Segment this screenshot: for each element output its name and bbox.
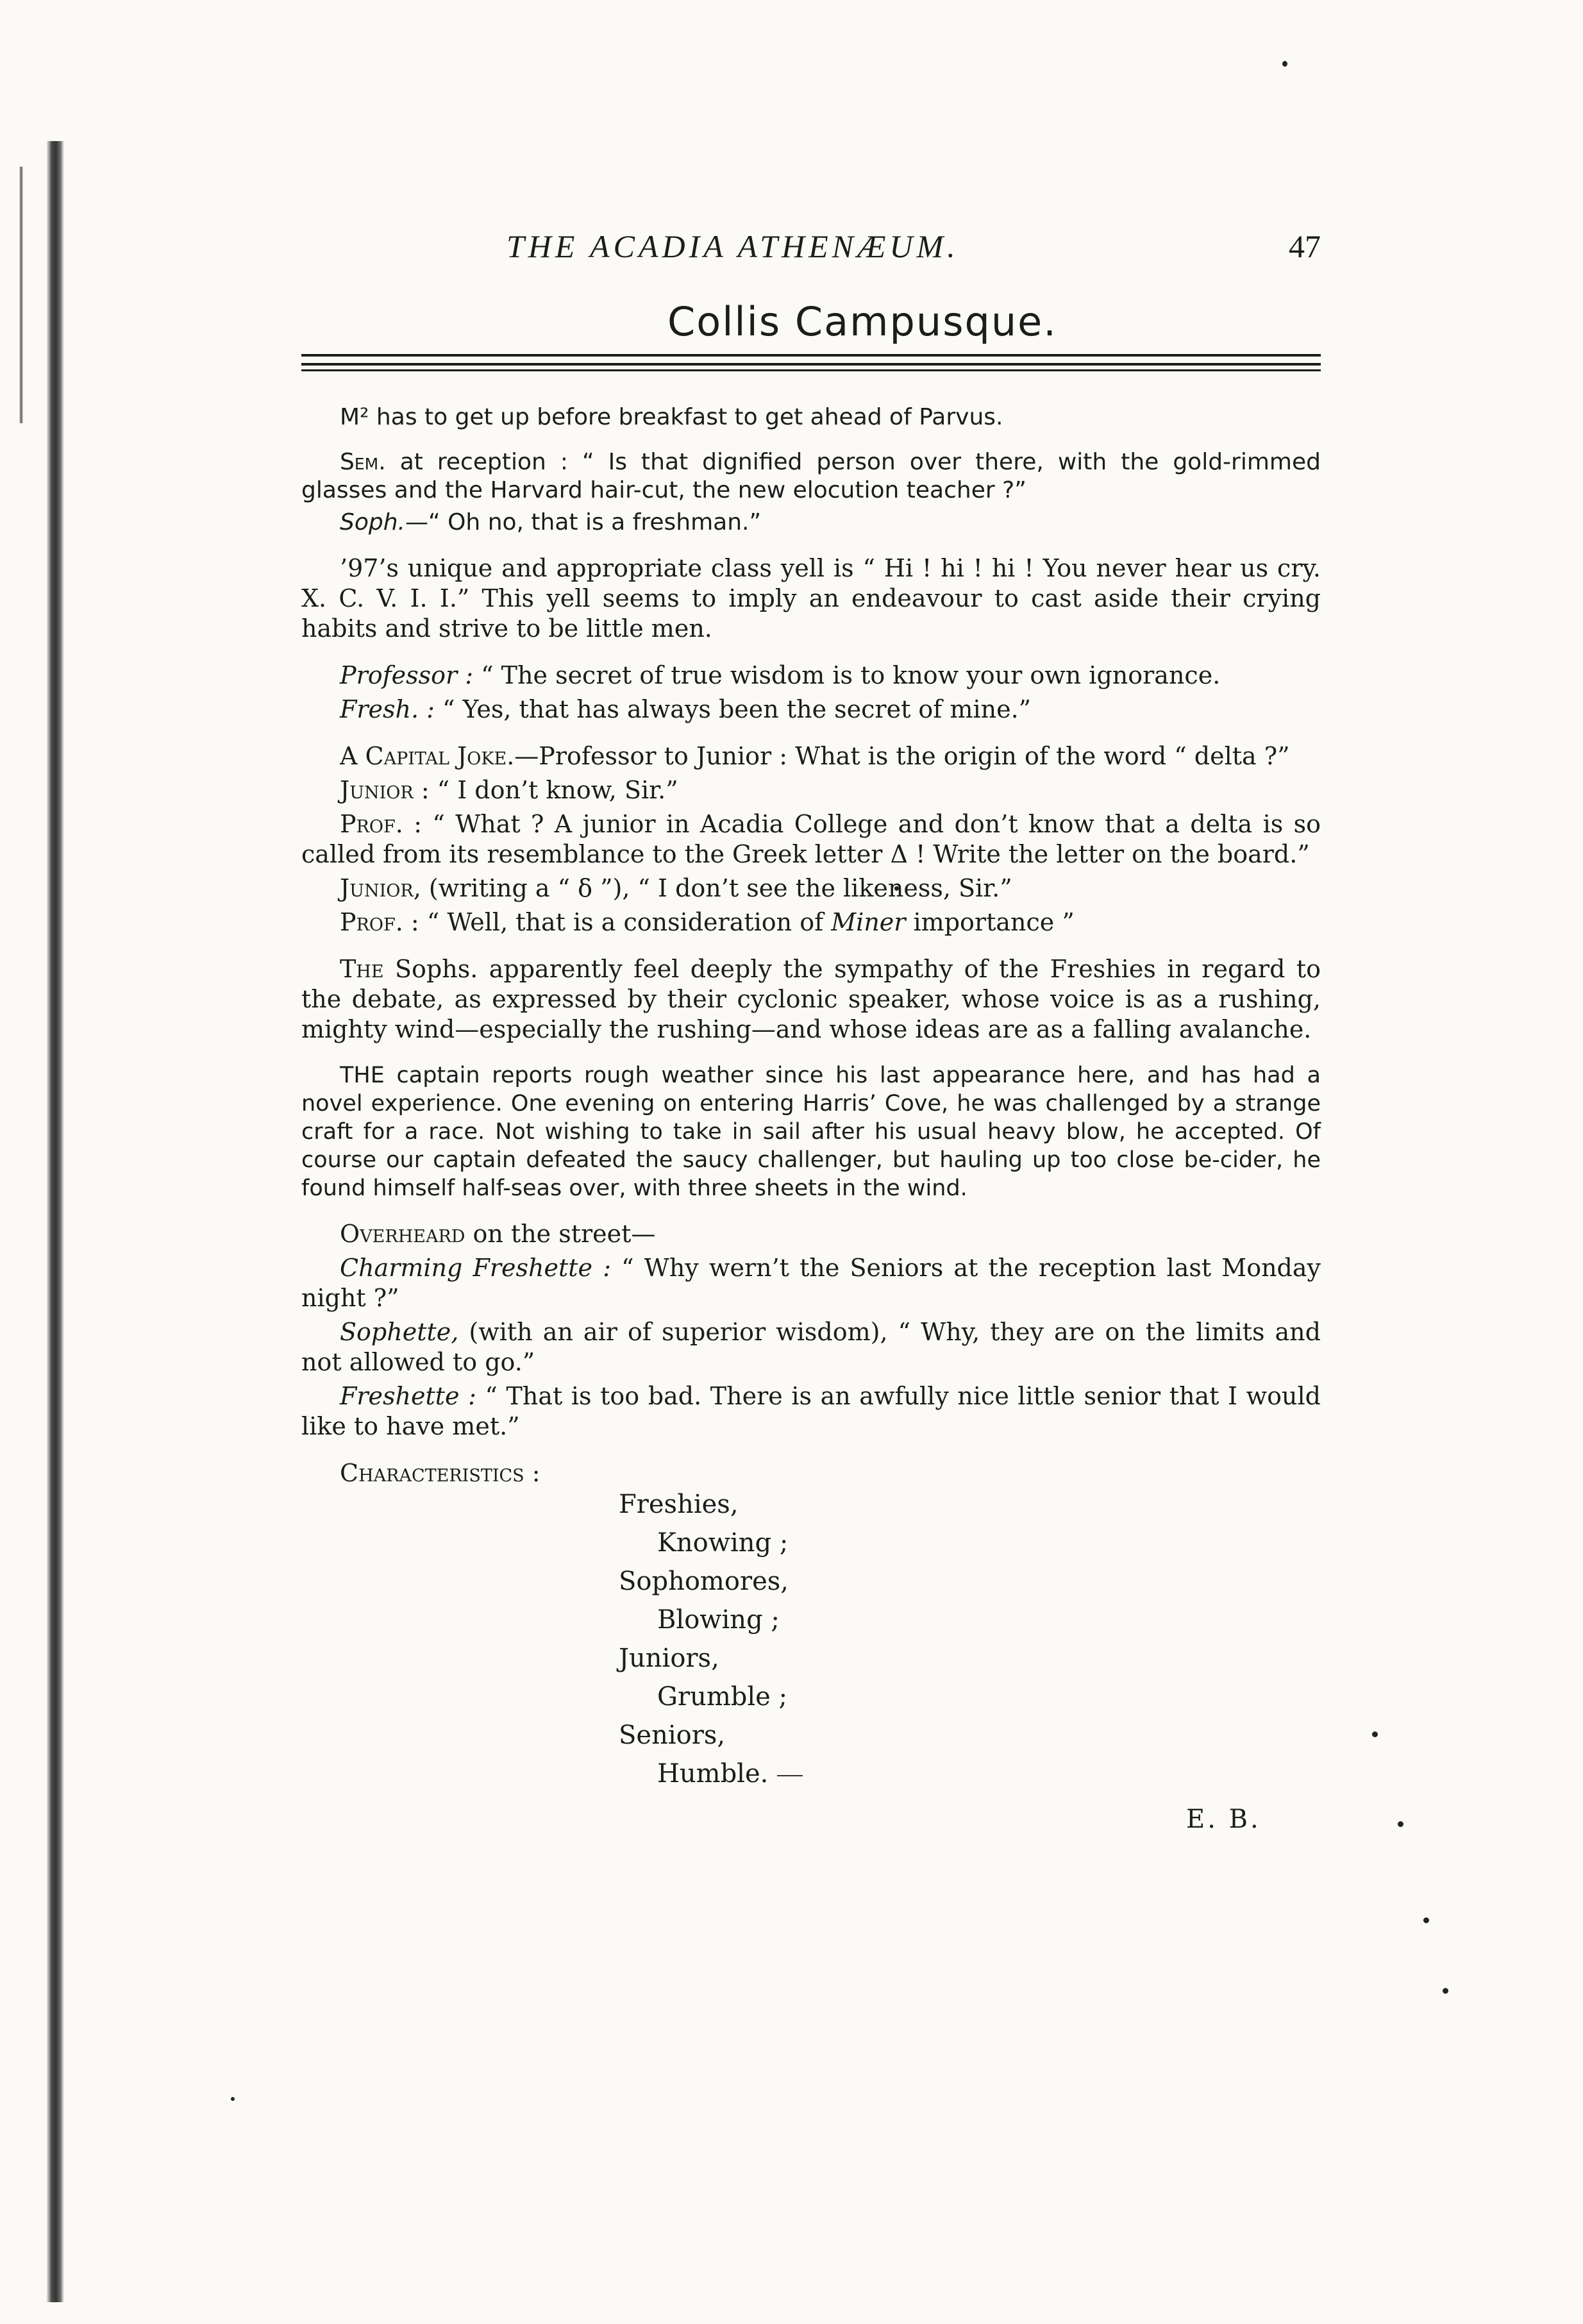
speaker-label: Prof. : (340, 908, 419, 936)
print-speck (1282, 61, 1287, 67)
paragraph (301, 1381, 1321, 1442)
list-item: Freshies, (619, 1490, 739, 1519)
paragraph-text: “ What ? A junior in Acadia College and don’t know that a delta is so called from its resemblance to the Greek letter Δ ! Write the letter on the board.” (301, 810, 1321, 868)
speaker-label: Sophette, (340, 1318, 459, 1346)
list-item: Juniors, (619, 1644, 719, 1673)
paragraph (301, 907, 1321, 938)
lead-word: THE (340, 1063, 385, 1088)
lead-word: The (340, 955, 384, 983)
dash-mark (777, 1775, 803, 1776)
paragraph-text: at reception : “ Is that dignified person over there, with the gold-rimmed glasses and the Harvard hair-cut, the new elocution teacher ?” (301, 449, 1321, 503)
speaker-label: Charming Freshette : (340, 1254, 612, 1282)
speaker-label: Soph. (340, 509, 405, 535)
characteristics-list (619, 1485, 803, 1793)
characteristics-heading: Characteristics : (340, 1459, 540, 1487)
paragraph-text: ’97’s unique and appropriate class yell is “ Hi ! hi ! hi ! You never hear us cry. X. C. V. I. I.” This yell seems to imply an endeavour to cast aside their crying habits and strive to be little men. (301, 554, 1321, 643)
author-signature: E. B. (1186, 1805, 1261, 1834)
paragraph-text: (with an air of superior wisdom), “ Why, they are on the limits and not allowed to go.” (301, 1318, 1321, 1376)
paragraph (301, 809, 1321, 870)
double-rule (301, 354, 1321, 366)
paragraph (301, 553, 1321, 644)
list-item: Grumble ; (657, 1682, 788, 1712)
paragraph (301, 1219, 1321, 1249)
list-item: Humble. (657, 1759, 769, 1789)
paragraph-text: “ I don’t know, Sir.” (429, 776, 678, 804)
paragraph-text: Sophs. apparently feel deeply the sympathy of the Freshies in regard to the debate, as expressed by their cyclonic speaker, whose voice is as a rushing, mighty wind—especially the rushing—and whose ideas are as a falling avalanche. (301, 955, 1321, 1043)
speaker-label: Junior, (340, 874, 421, 902)
italic-word: Miner (831, 908, 906, 936)
paragraph (301, 741, 1321, 771)
paragraph-text: on the street— (465, 1220, 656, 1248)
paragraph-text: “ Why wern’t the Seniors at the reception last Monday night ?” (301, 1254, 1321, 1312)
list-item: Sophomores, (619, 1567, 789, 1596)
speaker-label: Junior : (340, 776, 430, 804)
column-content (301, 403, 1321, 1856)
print-speck (1398, 1821, 1403, 1827)
paragraph (301, 1317, 1321, 1377)
speaker-label: Professor : (340, 661, 474, 689)
paragraph-text: “ That is too bad. There is an awfully nice little senior that I would like to have met.” (301, 1382, 1321, 1440)
speaker-label: Fresh. : (340, 695, 435, 723)
running-head (301, 228, 1321, 273)
paragraph (301, 448, 1321, 505)
speaker-label: Freshette : (340, 1382, 476, 1410)
paragraph (301, 509, 1321, 537)
paragraph (301, 954, 1321, 1045)
speaker-label: Sem. (340, 449, 386, 475)
paragraph-text: “ The secret of true wisdom is to know your own ignorance. (473, 661, 1221, 689)
paragraph-text: captain reports rough weather since his last appearance here, and has had a novel experience. One evening on entering Harris’ Cove, he was challenged by a strange craft for a race. Not wishing to take in sail after his usual heavy blow, he accepted. Of course our captain defeated the saucy challenger, but hauling up too close be-cider, he found himself half-seas over, with three sheets in the wind. (301, 1063, 1321, 1201)
list-item: Knowing ; (657, 1528, 789, 1558)
paragraph (301, 775, 1321, 805)
paragraph-text: —Professor to Junior : What is the origin of the word “ delta ?” (514, 742, 1290, 770)
list-item: Seniors, (619, 1721, 726, 1750)
page-number: 47 (1289, 228, 1321, 264)
paragraph (301, 695, 1321, 725)
paragraph-text: “ Yes, that has always been the secret of mine.” (434, 695, 1032, 723)
paragraph (301, 403, 1321, 432)
journal-title: THE ACADIA ATHENÆUM. (507, 228, 959, 264)
paragraph-text: “ Well, that is a consideration of (419, 908, 832, 936)
paragraph-text: M² has to get up before breakfast to get ahead of Parvus. (340, 404, 1003, 430)
paragraph-text: (writing a “ δ ”), “ I don’t see the likeness, Sir.” (421, 874, 1012, 902)
print-speck (1443, 1988, 1448, 1994)
list-item: Blowing ; (657, 1605, 780, 1635)
paragraph (301, 873, 1321, 904)
lead-word: Overheard (340, 1220, 465, 1248)
section-title: Collis Campusque. (667, 298, 1058, 345)
paragraph-text: importance ” (905, 908, 1075, 936)
print-speck (1372, 1731, 1378, 1737)
characteristics-block (301, 1458, 1321, 1856)
speaker-label: Prof. : (340, 810, 423, 838)
page (301, 228, 1321, 1856)
binding-shadow-thin (19, 167, 23, 423)
binding-shadow (46, 141, 64, 2302)
paragraph (301, 1061, 1321, 1202)
speaker-label: A Capital Joke. (340, 742, 515, 770)
paragraph-text: —“ Oh no, that is a freshman.” (405, 509, 762, 535)
print-speck (1423, 1917, 1429, 1923)
print-speck (231, 2097, 235, 2101)
paragraph (301, 661, 1321, 691)
paragraph (301, 1253, 1321, 1313)
rule (301, 369, 1321, 371)
list-item-last (619, 1755, 803, 1793)
